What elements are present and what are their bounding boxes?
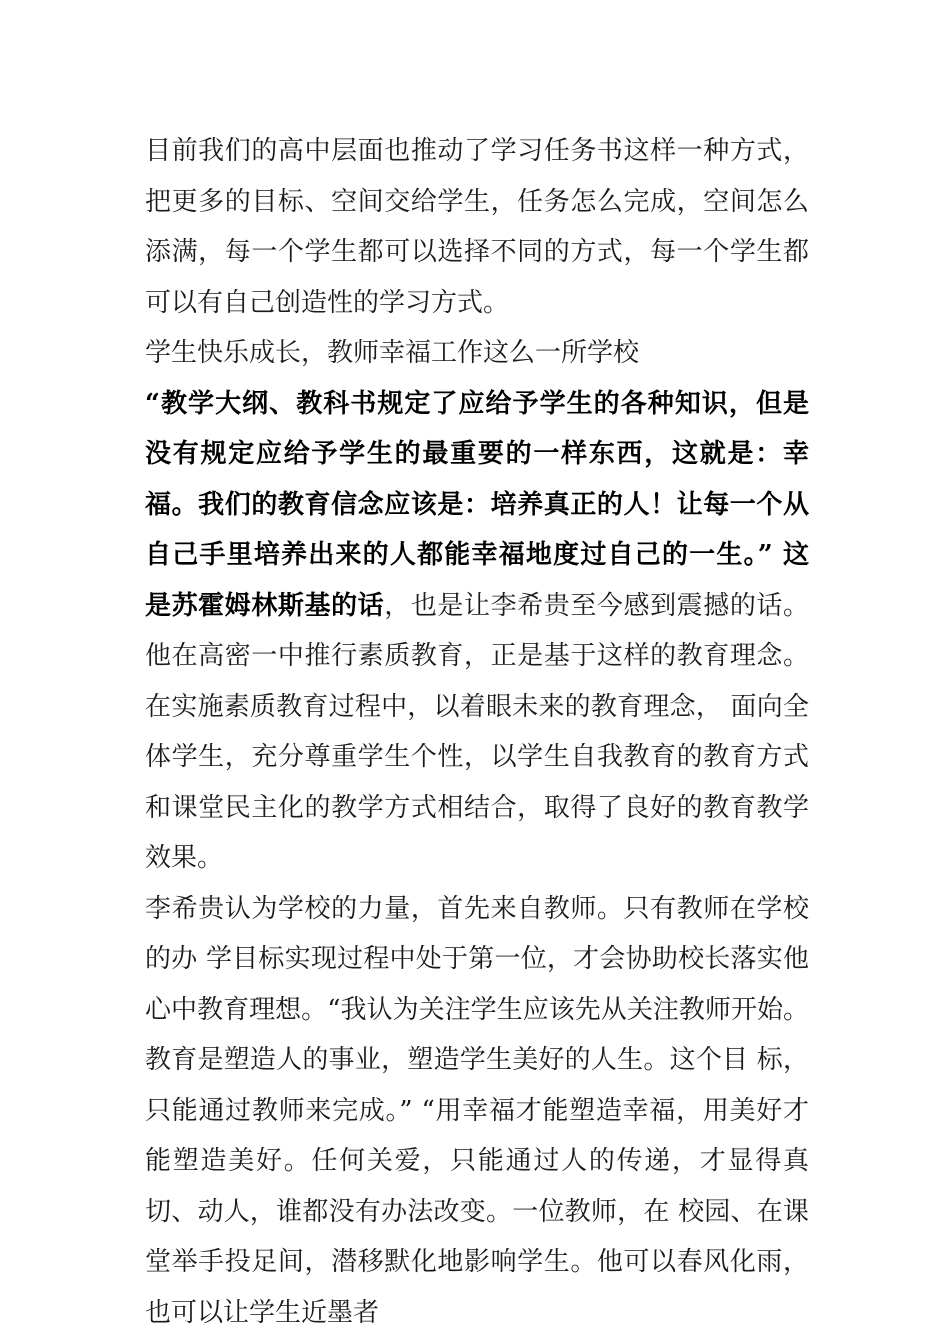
paragraph-teacher-power: 李希贵认为学校的力量，首先来自教师。只有教师在学校的办 学目标实现过程中处于第一位，才会协助校长落实他心中教育理想。“我认为关注学生应该先从关注教师开始。教育是塑造人的事业，塑造学生美好的人生。这个目 标，只能通过教师来完成。” “用幸福才能塑造幸福，用美好才能塑造美好。任何关爱，只能通过人的传递，才显得真切、动人，谁都没有办法改变。一位教师，在 校园、在课堂举手投足间，潜移默化地影响学生。他可以春风化雨，也可以让学生近墨者 [145, 893, 809, 1328]
quote-continuation-text: ，也是让李希贵至今感到震撼的话。他在高密一中推行素质教育，正是基于这样的教育理念。在实施素质教育过程中，以着眼未来的教育理念， 面向全体学生，充分尊重学生个性，以学生自我教育的教育方式和课堂民主化的教学方式相结合，取得了良好的教育教学效果。 [145, 590, 809, 873]
paragraph-task-book: 目前我们的高中层面也推动了学习任务书这样一种方式，把更多的目标、空间交给学生，任务怎么完成，空间怎么添满，每一个学生都可以选择不同的方式，每一个学生都可以有自己创造性的学习方式。 [145, 136, 809, 318]
quote-bold-text: “教学大纲、教科书规定了应给予学生的各种知识，但是没有规定应给予学生的最重要的一样东西，这就是：幸福。我们的教育信念应该是：培养真正的人！让每一个从自己手里培养出来的人都能幸福地度过自己的一生。” 这 是苏霍姆林斯基的话 [145, 388, 809, 621]
paragraph-happy-school-heading: 学生快乐成长，教师幸福工作这么一所学校 [145, 338, 640, 368]
paragraph-sukhomlinsky-quote [145, 379, 809, 884]
document-body [145, 126, 809, 1338]
